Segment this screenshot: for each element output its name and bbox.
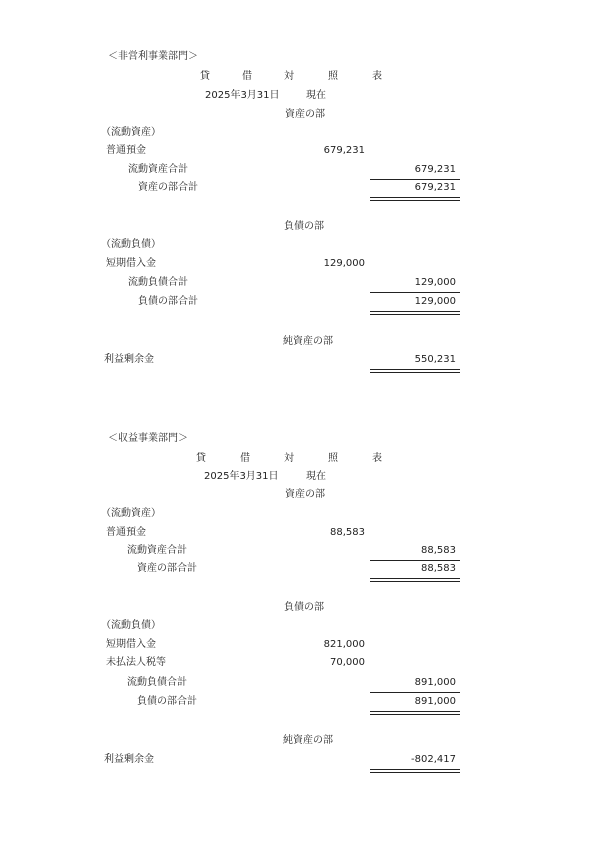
sheet-as-of: 現在 <box>306 90 326 101</box>
liabilities-total-label: 負債の部合計 <box>138 296 198 307</box>
department-title: ＜収益事業部門＞ <box>108 433 188 444</box>
current-assets-total-value: 88,583 <box>421 545 456 556</box>
assets-total-label: 資産の部合計 <box>137 563 197 574</box>
sheet-title-char: 貸 <box>196 453 206 464</box>
sheet-date: 2025年3月31日 <box>204 471 279 482</box>
deposit-label: 普通預金 <box>106 145 146 156</box>
deposit-value: 88,583 <box>330 527 365 538</box>
sheet-title-char: 照 <box>328 453 338 464</box>
liability-item-value: 70,000 <box>330 657 365 668</box>
net-assets-heading: 純資産の部 <box>283 735 333 746</box>
liability-item-label: 短期借入金 <box>106 258 156 269</box>
assets-total-value: 88,583 <box>421 563 456 574</box>
retained-earnings-value: 550,231 <box>414 354 456 365</box>
sheet-title-char: 借 <box>242 71 252 82</box>
liability-item-label: 短期借入金 <box>106 639 156 650</box>
liability-item-label: 未払法人税等 <box>106 657 166 668</box>
total-double-rule <box>370 711 460 715</box>
total-double-rule <box>370 369 460 373</box>
sheet-title-char: 借 <box>240 453 250 464</box>
assets-heading: 資産の部 <box>285 489 325 500</box>
assets-total-label: 資産の部合計 <box>138 182 198 193</box>
retained-earnings-label: 利益剰余金 <box>104 354 154 365</box>
deposit-value: 679,231 <box>323 145 365 156</box>
retained-earnings-label: 利益剰余金 <box>104 754 154 765</box>
sheet-title-char: 表 <box>372 453 382 464</box>
subtotal-rule <box>370 560 460 561</box>
current-liabilities-total-label: 流動負債合計 <box>128 277 188 288</box>
current-liabilities-total-label: 流動負債合計 <box>127 677 187 688</box>
sheet-title-char: 対 <box>284 71 294 82</box>
department-title: ＜非営利事業部門＞ <box>108 51 198 62</box>
liabilities-heading: 負債の部 <box>284 602 324 613</box>
current-liabilities-label: （流動負債） <box>101 239 161 250</box>
sheet-title-char: 貸 <box>200 71 210 82</box>
current-assets-label: （流動資産） <box>101 127 161 138</box>
total-double-rule <box>370 769 460 773</box>
liabilities-total-value: 891,000 <box>414 696 456 707</box>
current-assets-total-label: 流動資産合計 <box>128 164 188 175</box>
subtotal-rule <box>370 292 460 293</box>
current-assets-label: （流動資産） <box>101 508 161 519</box>
net-assets-heading: 純資産の部 <box>283 336 333 347</box>
sheet-title-char: 対 <box>284 453 294 464</box>
sheet-as-of: 現在 <box>306 471 326 482</box>
sheet-date: 2025年3月31日 <box>205 90 280 101</box>
current-liabilities-total-value: 891,000 <box>414 677 456 688</box>
assets-total-value: 679,231 <box>414 182 456 193</box>
deposit-label: 普通預金 <box>106 527 146 538</box>
subtotal-rule <box>370 692 460 693</box>
total-double-rule <box>370 311 460 315</box>
current-liabilities-total-value: 129,000 <box>414 277 456 288</box>
current-liabilities-label: （流動負債） <box>101 620 161 631</box>
retained-earnings-value: -802,417 <box>411 754 456 765</box>
liabilities-total-value: 129,000 <box>414 296 456 307</box>
sheet-title-char: 照 <box>328 71 338 82</box>
total-double-rule <box>370 578 460 582</box>
total-double-rule <box>370 197 460 201</box>
liability-item-value: 129,000 <box>323 258 365 269</box>
current-assets-total-value: 679,231 <box>414 164 456 175</box>
liability-item-value: 821,000 <box>323 639 365 650</box>
liabilities-total-label: 負債の部合計 <box>137 696 197 707</box>
assets-heading: 資産の部 <box>285 109 325 120</box>
subtotal-rule <box>370 179 460 180</box>
liabilities-heading: 負債の部 <box>284 221 324 232</box>
sheet-title-char: 表 <box>372 71 382 82</box>
current-assets-total-label: 流動資産合計 <box>127 545 187 556</box>
